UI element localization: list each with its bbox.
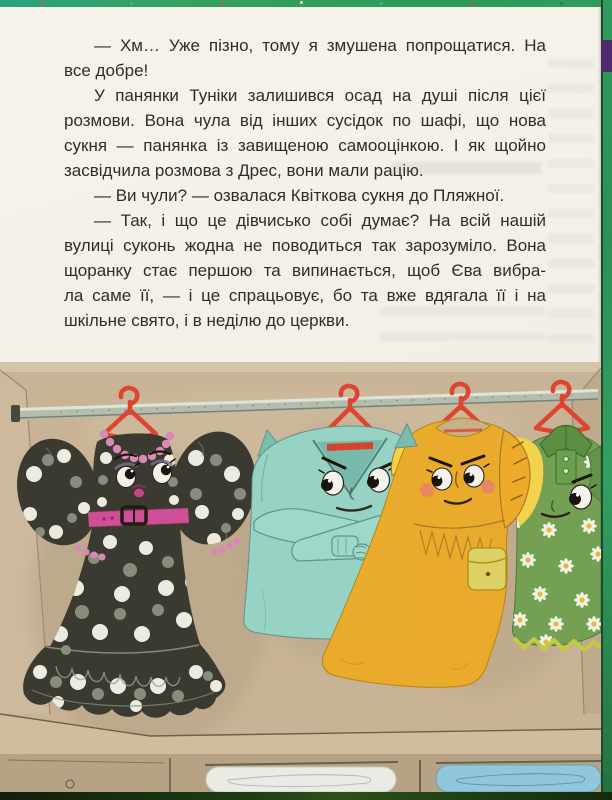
photo-background-bottom bbox=[0, 792, 612, 800]
show-through-text bbox=[392, 162, 542, 174]
folded-towel-white bbox=[206, 767, 396, 792]
text-line: У панянки Туніки залишився осад на душі після цієї bbox=[94, 86, 546, 105]
photo-background-top bbox=[0, 0, 612, 7]
wardrobe-illustration bbox=[0, 362, 601, 792]
text-line: все добре! bbox=[64, 61, 149, 80]
text-line: щоранку стає першою та випинається, щоб Єва вибра- bbox=[64, 261, 546, 280]
rod-end-cap bbox=[11, 405, 20, 422]
show-through-text bbox=[380, 307, 545, 347]
text-line: ла саме її, — і це спрацьовує, бо та вже вдягала її і на bbox=[64, 286, 546, 305]
photo-background-right bbox=[601, 0, 612, 800]
book-page bbox=[0, 7, 601, 792]
text-line: розмови. Вона чула від інших сусідок по шафі, що нова bbox=[64, 111, 546, 130]
text-line: шкільне свято, і в неділю до церкви. bbox=[64, 311, 350, 330]
text-line: засвідчила розмова з Дрес, вони мали рацію. bbox=[64, 161, 424, 180]
text-line: — Ви чули? — озвалася Квіткова сукня до Пляжної. bbox=[94, 186, 505, 205]
pocket bbox=[468, 548, 506, 590]
text-line: вулиці суконь жодна не поводиться так зарозуміло. Вона bbox=[64, 236, 546, 255]
story-text bbox=[64, 33, 546, 333]
folded-towel-blue bbox=[436, 765, 601, 792]
button-placket bbox=[556, 450, 576, 484]
background-speckles bbox=[40, 2, 43, 5]
text-line: — Так, і що це дівчисько собі думає? На всій нашій bbox=[94, 211, 546, 230]
purple-book-spine bbox=[601, 40, 612, 72]
show-through-text bbox=[548, 59, 594, 344]
text-line: — Хм… Уже пізно, тому я змушена попрощатися. На bbox=[94, 36, 546, 55]
text-line: сукня — панянка із завищеною самооцінкою. І як щойно bbox=[64, 136, 546, 155]
